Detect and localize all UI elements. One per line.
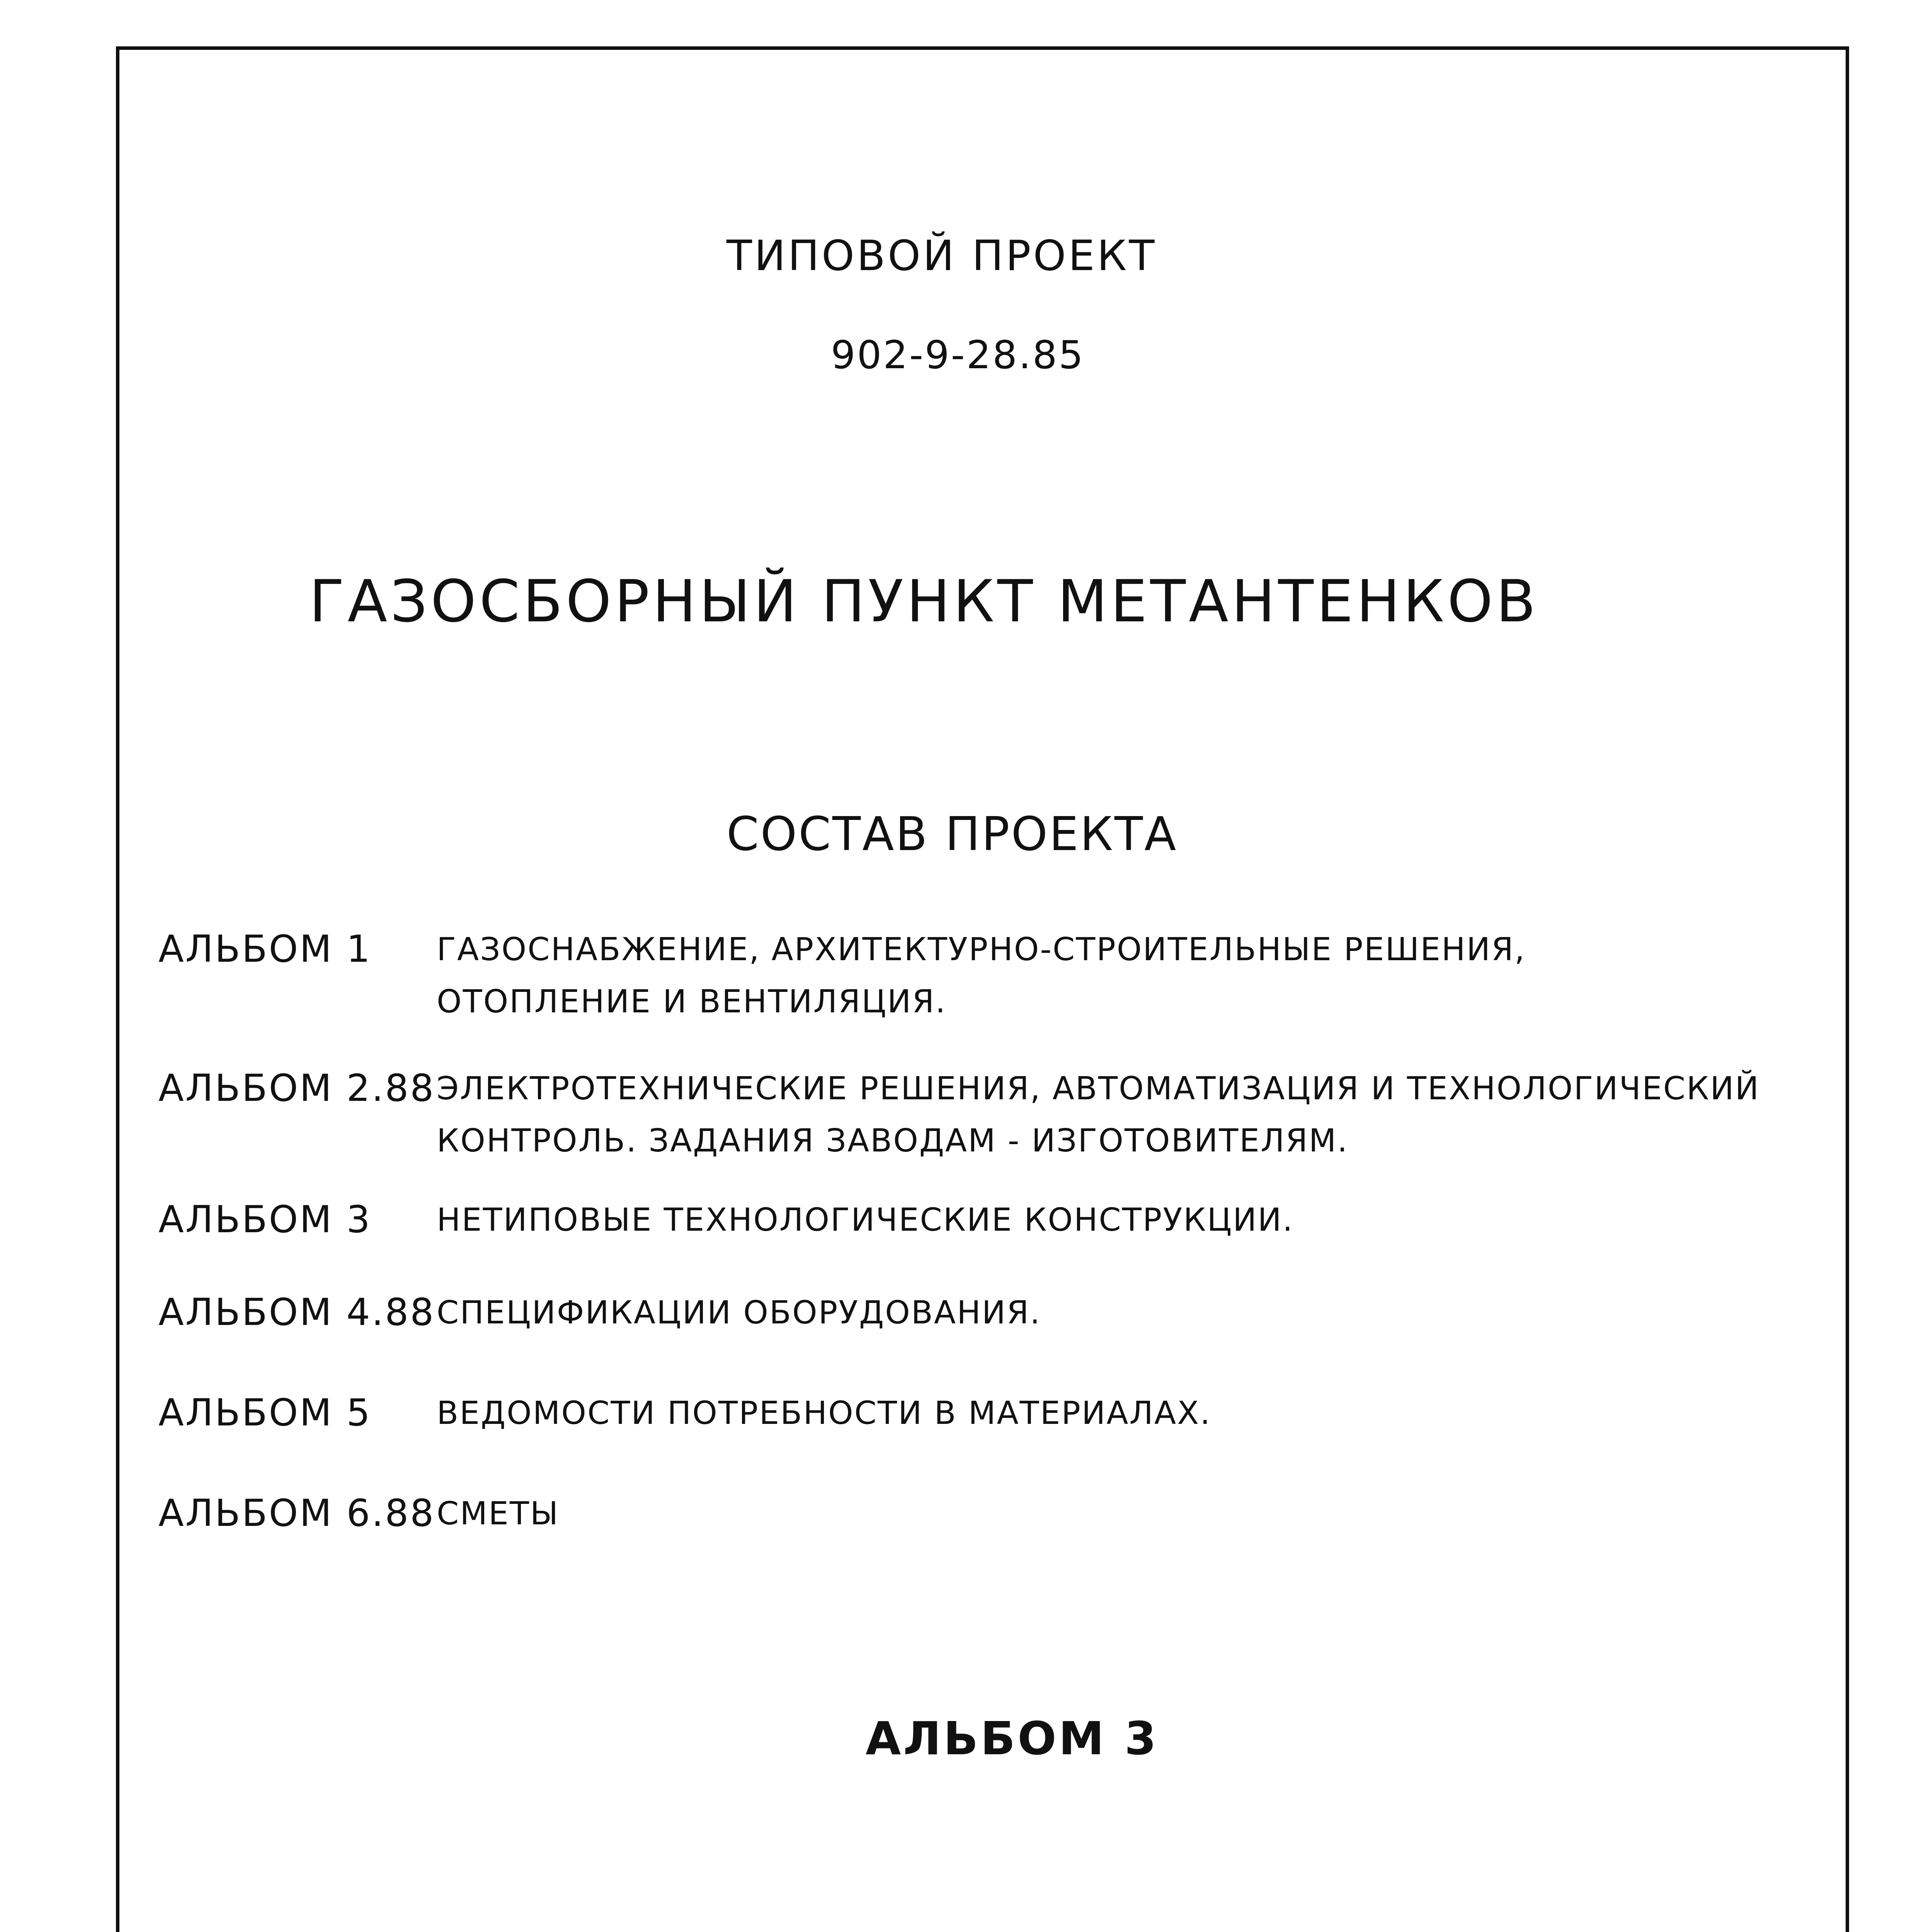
album-6-label: АЛЬБОМ 6.88: [158, 1492, 436, 1535]
album-4-line1: СПЕЦИФИКАЦИИ ОБОРУДОВАНИЯ.: [437, 1294, 1041, 1331]
project-type: ТИПОВОЙ ПРОЕКТ: [727, 232, 1157, 280]
album-5-label: АЛЬБОМ 5: [158, 1391, 372, 1434]
album-1-label: АЛЬБОМ 1: [158, 927, 372, 971]
project-number: 902-9-28.85: [831, 332, 1085, 378]
album-3-line1: НЕТИПОВЫЕ ТЕХНОЛОГИЧЕСКИЕ КОНСТРУКЦИИ.: [437, 1202, 1294, 1238]
album-5-line1: ВЕДОМОСТИ ПОТРЕБНОСТИ В МАТЕРИАЛАХ.: [437, 1395, 1211, 1432]
album-3-label: АЛЬБОМ 3: [158, 1198, 372, 1241]
current-album: АЛЬБОМ 3: [866, 1712, 1159, 1765]
album-2-line2: КОНТРОЛЬ. ЗАДАНИЯ ЗАВОДАМ - ИЗГОТОВИТЕЛЯМ.: [437, 1122, 1349, 1159]
album-4-label: АЛЬБОМ 4.88: [158, 1291, 436, 1334]
album-2-label: АЛЬБОМ 2.88: [158, 1066, 436, 1110]
page-title: ГАЗОСБОРНЫЙ ПУНКТ МЕТАНТЕНКОВ: [309, 568, 1539, 635]
album-2-line1: ЭЛЕКТРОТЕХНИЧЕСКИЕ РЕШЕНИЯ, АВТОМАТИЗАЦИЯ И ТЕХНОЛОГИЧЕСКИЙ: [437, 1070, 1760, 1107]
album-1-line2: ОТОПЛЕНИЕ И ВЕНТИЛЯЦИЯ.: [437, 983, 947, 1020]
album-6-line1: СМЕТЫ: [437, 1495, 560, 1532]
page-frame: [116, 46, 1849, 1932]
composition-heading: СОСТАВ ПРОЕКТА: [727, 808, 1178, 861]
album-1-line1: ГАЗОСНАБЖЕНИЕ, АРХИТЕКТУРНО-СТРОИТЕЛЬНЫЕ РЕШЕНИЯ,: [437, 931, 1526, 968]
